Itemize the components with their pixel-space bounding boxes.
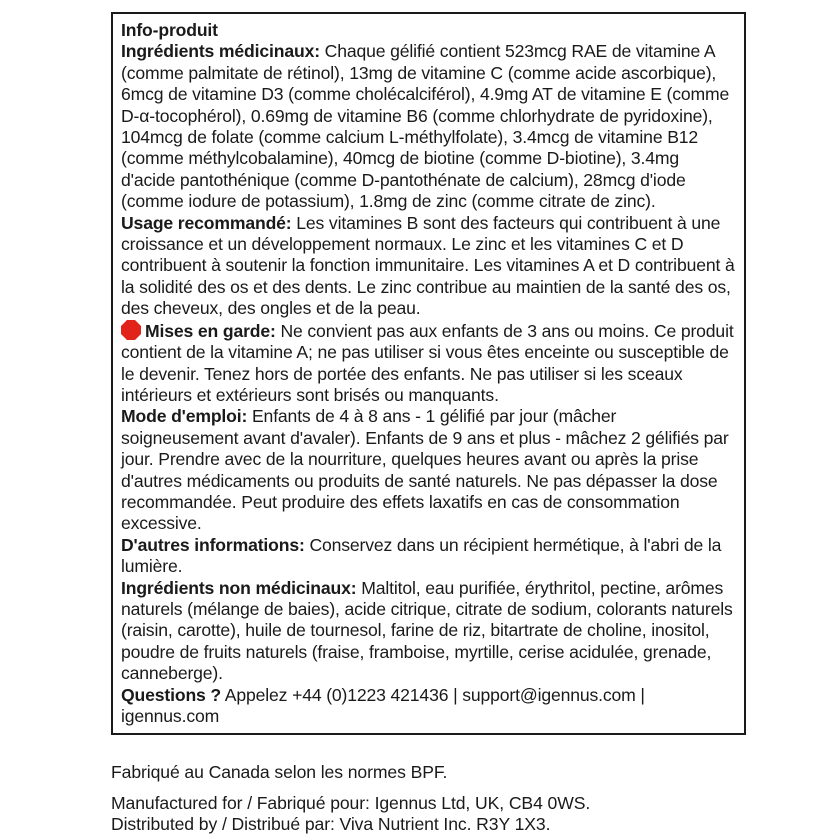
medicinal-ingredients-section [121, 41, 736, 212]
other-info-section [121, 535, 736, 578]
product-info-panel [111, 12, 746, 735]
warning-octagon-icon [121, 320, 141, 340]
directions-text: Enfants de 4 à 8 ans - 1 gélifié par jour (mâcher soigneusement avant d'avaler). Enfants de 9 ans et plus - mâchez 2 gélifiés par jour. Prendre avec de la nourriture, quelques heures avant ou après la prise d'autres médicaments ou produits de santé naturels. Ne pas dépasser la dose recommandée. Peut produire des effets laxatifs en cas de consommation excessive. [121, 406, 729, 534]
directions-section [121, 406, 736, 534]
questions-section [121, 685, 736, 728]
directions-label: Mode d'emploi: [121, 406, 248, 427]
recommended-use-text: Les vitamines B sont des facteurs qui contribuent à une croissance et un développement normaux. Le zinc et les vitamines C et D contribuent à soutenir la fonction immunitaire. Les vitamines A et D contribuent à la solidité des os et des dents. Le zinc contribue au maintien de la santé des os, des cheveux, des ongles et de la peau. [121, 212, 735, 319]
made-in-canada-text: Fabriqué au Canada selon les normes BPF. [111, 762, 448, 782]
warnings-label: Mises en garde: [145, 320, 276, 341]
non-medicinal-ingredients-text: Maltitol, eau purifiée, érythritol, pectine, arômes naturels (mélange de baies), acide citrique, citrate de sodium, colorants naturels (raisin, carotte), huile de tournesol, farine de riz, bitartrate de choline, inositol, poudre de fruits naturels (fraise, framboise, myrtille, cerise acidulée, grenade, canneberge). [121, 577, 733, 684]
medicinal-ingredients-label: Ingrédients médicinaux: [121, 41, 320, 62]
label-footer [111, 762, 590, 835]
non-medicinal-ingredients-section [121, 578, 736, 685]
warnings-section [121, 320, 736, 407]
panel-title: Info-produit [121, 20, 218, 40]
questions-text: Appelez +44 (0)1223 421436 | support@igennus.com | igennus.com [121, 684, 645, 726]
other-info-label: D'autres informations: [121, 534, 305, 555]
other-info-text: Conservez dans un récipient hermétique, à l'abri de la lumière. [121, 534, 722, 577]
manufactured-for-text: Manufactured for / Fabriqué pour: Igennus Ltd, UK, CB4 0WS. [111, 793, 591, 813]
recommended-use-section [121, 213, 736, 320]
questions-label: Questions ? [121, 684, 222, 705]
warnings-text: Ne convient pas aux enfants de 3 ans ou moins. Ce produit contient de la vitamine A; ne pas utiliser si vous êtes enceinte ou susceptible de le devenir. Tenez hors de portée des enfants. Ne pas utiliser si les sceaux intérieurs et extérieurs sont brisés ou manquants. [121, 320, 734, 405]
recommended-use-label: Usage recommandé: [121, 212, 292, 233]
non-medicinal-ingredients-label: Ingrédients non médicinaux: [121, 577, 357, 598]
medicinal-ingredients-text: Chaque gélifié contient 523mcg RAE de vitamine A (comme palmitate de rétinol), 13mg de vitamine C (comme acide ascorbique), 6mcg de vitamine D3 (comme cholécalciférol), 4.9mg AT de vitamine E (comme D-α-tocophérol), 0.69mg de vitamine B6 (comme chlorhydrate de pyridoxine), 104mcg de folate (comme calcium L-méthylfolate), 3.4mcg de vitamine B12 (comme méthylcobalamine), 40mcg de biotine (comme D-biotine), 3.4mg d'acide pantothénique (comme D-pantothénate de calcium), 28mcg d'iode (comme iodure de potassium), 1.8mg de zinc (comme citrate de zinc). [121, 41, 730, 212]
distributed-by-text: Distributed by / Distribué par: Viva Nutrient Inc. R3Y 1X3. [111, 814, 551, 834]
